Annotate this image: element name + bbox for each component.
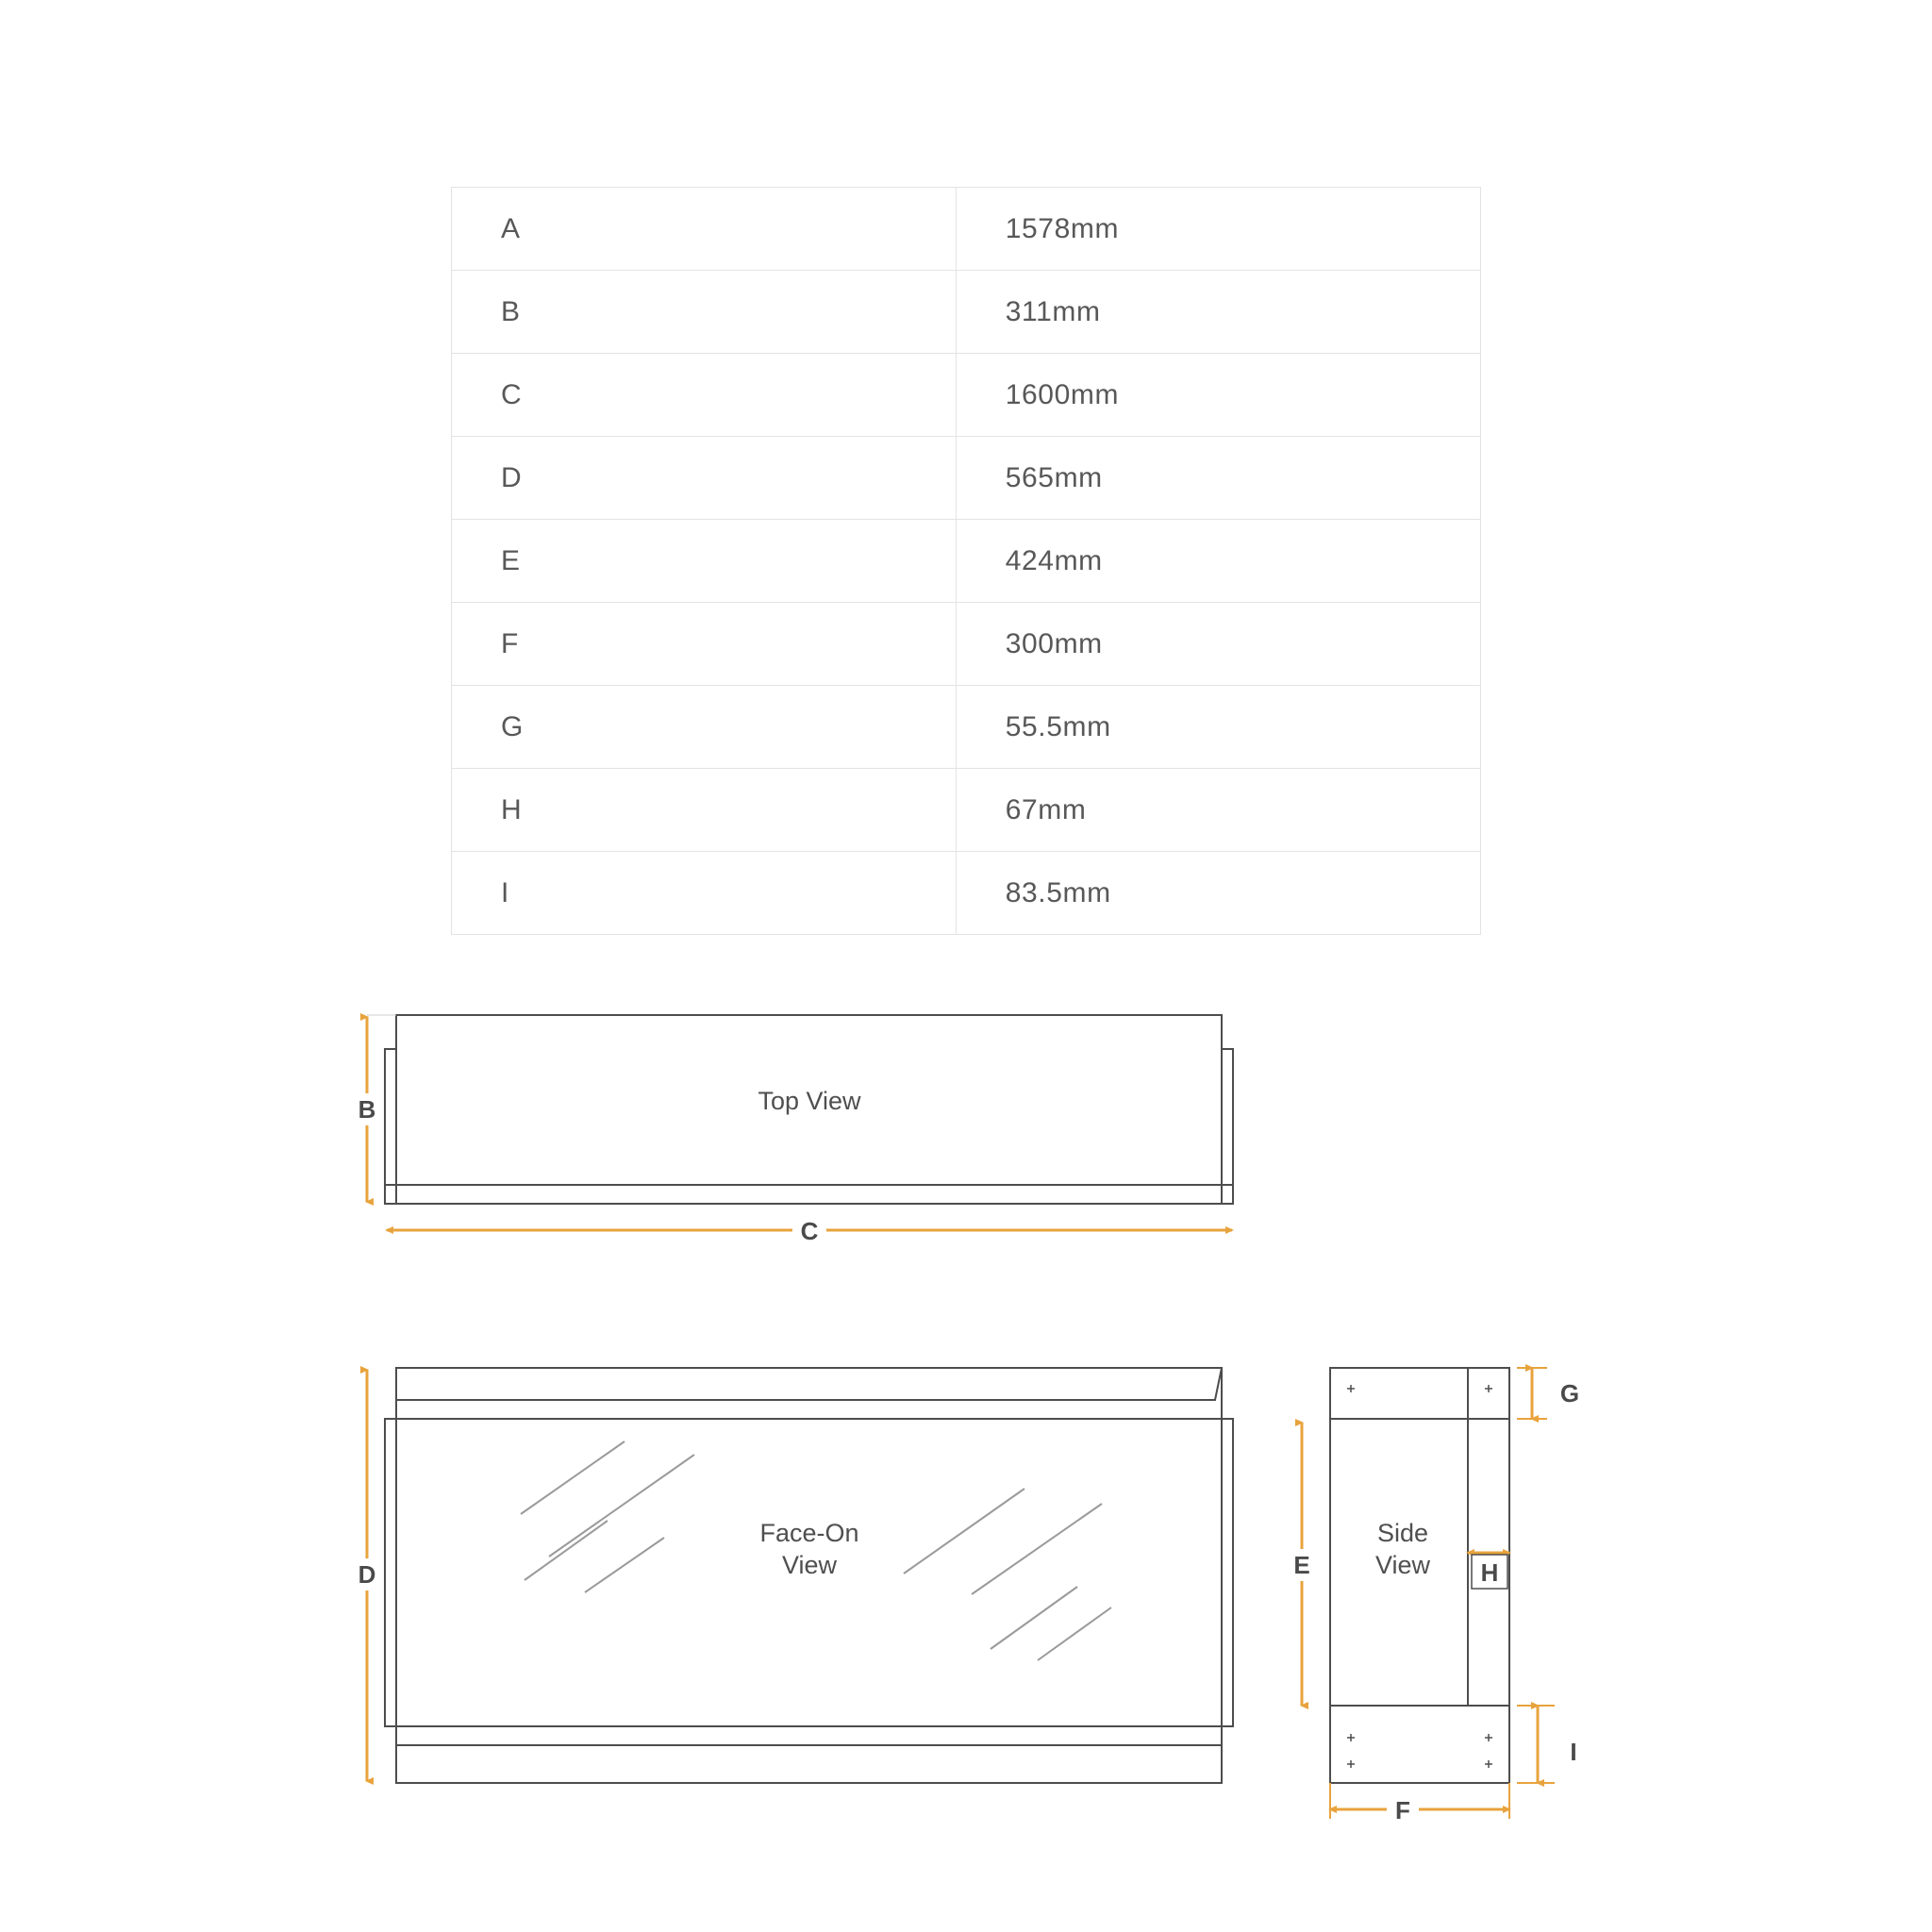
dimension-table-body bbox=[452, 188, 1481, 935]
dimension-label-i: I bbox=[1570, 1738, 1577, 1766]
dimension-key: A bbox=[452, 188, 957, 271]
drawings-svg bbox=[0, 1000, 1932, 1932]
table-row bbox=[452, 852, 1481, 935]
table-row bbox=[452, 354, 1481, 437]
technical-drawings bbox=[0, 1000, 1932, 1932]
dimension-g bbox=[1517, 1368, 1579, 1419]
dimension-key: E bbox=[452, 520, 957, 603]
top-view-drawing bbox=[385, 1015, 1233, 1204]
dimension-value: 565mm bbox=[956, 437, 1480, 520]
side-view-title-line1: Side bbox=[1376, 1519, 1429, 1547]
dimension-f bbox=[1330, 1783, 1509, 1826]
dimension-key: H bbox=[452, 769, 957, 852]
dimension-label-b: B bbox=[358, 1095, 376, 1124]
table-row bbox=[452, 437, 1481, 520]
table-row bbox=[452, 520, 1481, 603]
dimension-key: D bbox=[452, 437, 957, 520]
dimension-i bbox=[1517, 1706, 1577, 1783]
dimension-c bbox=[387, 1215, 1232, 1247]
table-row bbox=[452, 271, 1481, 354]
dimension-table bbox=[451, 187, 1481, 935]
table-row bbox=[452, 769, 1481, 852]
dimension-value: 83.5mm bbox=[956, 852, 1480, 935]
top-view-title: Top View bbox=[758, 1087, 861, 1115]
face-on-view-drawing bbox=[385, 1368, 1233, 1783]
dimension-e bbox=[1288, 1423, 1318, 1706]
table-row bbox=[452, 603, 1481, 686]
dimension-key: G bbox=[452, 686, 957, 769]
dimension-value: 1600mm bbox=[956, 354, 1480, 437]
side-view-title-line2: View bbox=[1374, 1551, 1431, 1579]
face-on-view-title-line2: View bbox=[781, 1551, 838, 1579]
dimension-key: B bbox=[452, 271, 957, 354]
dimension-label-c: C bbox=[800, 1217, 819, 1245]
dimension-label-d: D bbox=[358, 1560, 376, 1589]
dimension-key: F bbox=[452, 603, 957, 686]
dimension-b bbox=[353, 1015, 396, 1202]
dimension-h bbox=[1468, 1553, 1509, 1589]
dimension-label-e: E bbox=[1293, 1551, 1310, 1579]
face-on-view-title-line1: Face-On bbox=[759, 1519, 859, 1547]
dimension-key: I bbox=[452, 852, 957, 935]
table-row bbox=[452, 188, 1481, 271]
dimension-value: 67mm bbox=[956, 769, 1480, 852]
dimension-value: 424mm bbox=[956, 520, 1480, 603]
dimension-key: C bbox=[452, 354, 957, 437]
dimension-value: 300mm bbox=[956, 603, 1480, 686]
dimension-value: 55.5mm bbox=[956, 686, 1480, 769]
dimension-d bbox=[353, 1370, 383, 1781]
table-row bbox=[452, 686, 1481, 769]
dimension-label-h: H bbox=[1480, 1558, 1499, 1587]
dimension-value: 1578mm bbox=[956, 188, 1480, 271]
dimension-label-g: G bbox=[1559, 1379, 1580, 1407]
dimension-value: 311mm bbox=[956, 271, 1480, 354]
dimension-label-f: F bbox=[1395, 1796, 1410, 1824]
